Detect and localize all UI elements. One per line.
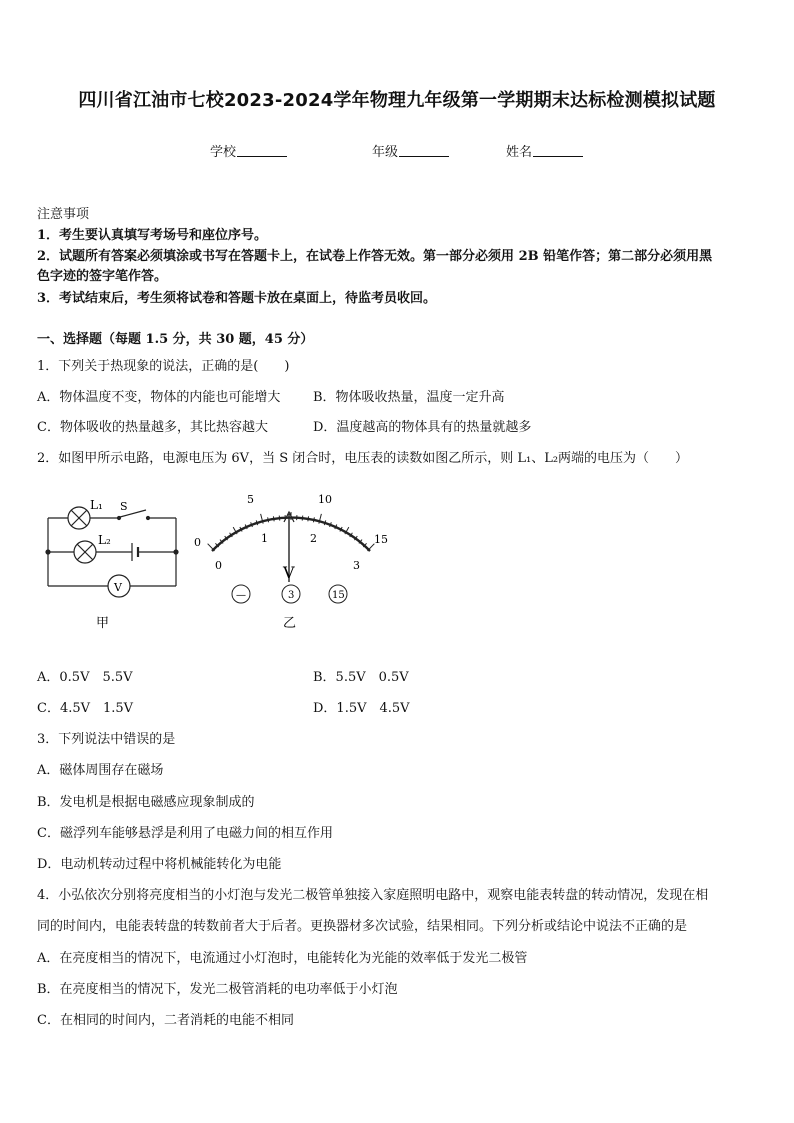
name-blank[interactable]: [533, 144, 583, 157]
section-heading: 一、选择题（每题 1.5 分，共 30 题，45 分）: [37, 332, 314, 347]
scale-top-10: 10: [318, 493, 332, 506]
circuit-diagram: [46, 507, 178, 597]
terminal-negative-label: —: [236, 590, 246, 601]
q2-option-a[interactable]: A．0.5V 5.5V: [37, 670, 133, 685]
q2-option-b[interactable]: B．5.5V 0.5V: [313, 670, 409, 685]
scale-bottom-0: 0: [215, 559, 222, 572]
meter-v-label: V: [283, 563, 295, 582]
grade-label: 年级: [372, 145, 399, 160]
notice-item-1: 1．考生要认真填写考场号和座位序号。: [37, 228, 268, 243]
dial-tick: [313, 517, 314, 522]
scale-bottom-2: 2: [310, 532, 317, 545]
notice-item-2-cont: 色字迹的签字笔作答。: [37, 269, 168, 284]
label-l2: L₂: [98, 533, 111, 547]
grade-blank[interactable]: [399, 144, 449, 157]
q1-option-a[interactable]: A．物体温度不变，物体的内能也可能增大: [37, 390, 281, 405]
circuit-caption: 甲: [96, 616, 110, 631]
scale-top-0: 0: [194, 536, 201, 549]
page-title: 四川省江油市七校2023-2024学年物理九年级第一学期期末达标检测模拟试题: [78, 90, 716, 111]
grade-field: [372, 141, 449, 160]
q4-option-b[interactable]: B．在亮度相当的情况下，发光二极管消耗的电功率低于小灯泡: [37, 982, 398, 997]
q4-option-c[interactable]: C．在相同的时间内，二者消耗的电能不相同: [37, 1013, 294, 1028]
dial-tick: [273, 516, 274, 521]
terminal-15-label: 15: [332, 590, 345, 601]
scale-bottom-3: 3: [353, 559, 360, 572]
school-field: [210, 141, 287, 160]
q3-option-b[interactable]: B．发电机是根据电磁感应现象制成的: [37, 795, 255, 810]
dial-tick: [268, 517, 269, 522]
q2-option-c[interactable]: C．4.5V 1.5V: [37, 701, 134, 716]
notice-item-3: 3．考试结束后，考生须将试卷和答题卡放在桌面上，待监考员收回。: [37, 291, 437, 306]
notice-item-2: 2．试题所有答案必须填涂或书写在答题卡上，在试卷上作答无效。第一部分必须用 2B 铅笔作答；第二部分必须用黑: [37, 249, 713, 264]
name-label: 姓名: [506, 145, 533, 160]
q4-stem-line-2: 同的时间内，电能表转盘的转数前者大于后者。更换器材多次试验，结果相同。下列分析或结论中说法不正确的是: [37, 919, 688, 934]
q1-option-b[interactable]: B．物体吸收热量，温度一定升高: [313, 390, 505, 405]
scale-top-5: 5: [247, 493, 254, 506]
notice-heading: 注意事项: [37, 207, 90, 222]
school-blank[interactable]: [237, 144, 287, 157]
q3-option-a[interactable]: A．磁体周围存在磁场: [37, 763, 164, 778]
scale-top-15: 15: [374, 533, 388, 546]
q1-option-c[interactable]: C．物体吸收的热量越多，其比热容越大: [37, 420, 268, 435]
q2-stem: 2．如图甲所示电路，电源电压为 6V，当 S 闭合时，电压表的读数如图乙所示，则 L₁、L₂两端的电压为（ ）: [37, 451, 689, 466]
label-l1: L₁: [90, 498, 103, 512]
scale-bottom-1: 1: [261, 532, 268, 545]
q1-stem: 1．下列关于热现象的说法，正确的是( ): [37, 359, 290, 374]
q4-stem-line-1: 4．小弘依次分别将亮度相当的小灯泡与发光二极管单独接入家庭照明电路中，观察电能表转盘的转动情况，发现在相: [37, 888, 709, 903]
school-label: 学校: [210, 145, 237, 160]
q2-figure: [0, 480, 794, 640]
dial-tick: [208, 544, 215, 551]
meter-caption: 乙: [283, 616, 297, 631]
label-v: V: [114, 581, 122, 594]
q3-option-c[interactable]: C．磁浮列车能够悬浮是利用了电磁力间的相互作用: [37, 826, 333, 841]
label-s: S: [120, 500, 128, 513]
dial-tick: [308, 516, 309, 521]
dial-tick: [279, 516, 280, 521]
q4-option-a[interactable]: A．在亮度相当的情况下，电流通过小灯泡时，电能转化为光能的效率低于发光二极管: [37, 951, 528, 966]
dial-tick: [302, 516, 303, 521]
q3-option-d[interactable]: D．电动机转动过程中将机械能转化为电能: [37, 857, 282, 872]
q3-stem: 3．下列说法中错误的是: [37, 732, 176, 747]
terminal-3-label: 3: [288, 590, 295, 601]
q2-option-d[interactable]: D．1.5V 4.5V: [313, 701, 410, 716]
q1-option-d[interactable]: D．温度越高的物体具有的热量就越多: [313, 420, 532, 435]
name-field: [506, 141, 583, 160]
